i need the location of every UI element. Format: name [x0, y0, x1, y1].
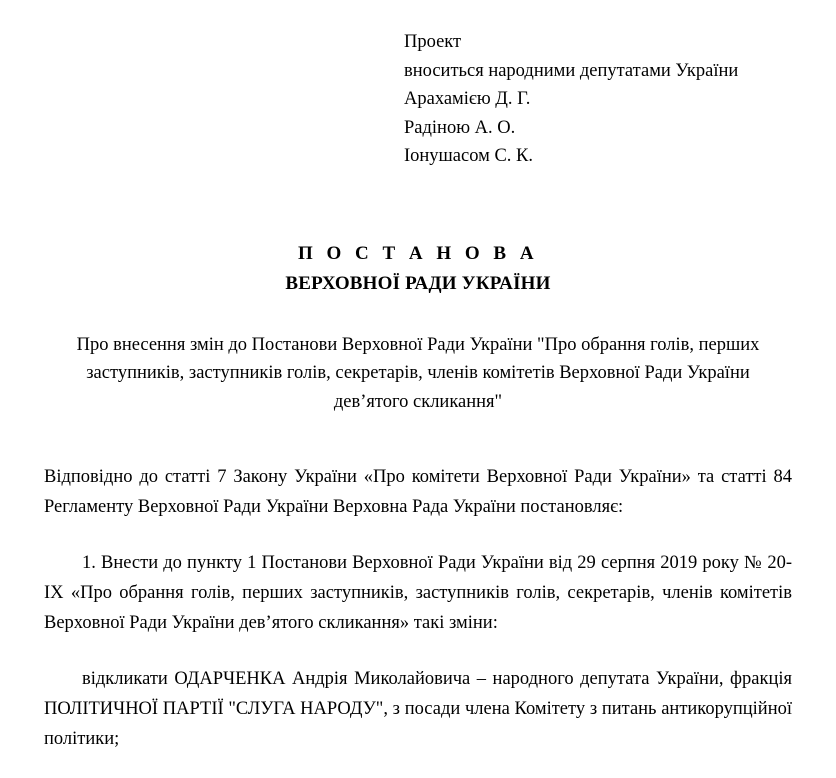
header-line-author-2: Радіною А. О.: [404, 117, 516, 138]
document-header: [404, 28, 792, 171]
title-resolution-word: П О С Т А Н О В А: [297, 242, 539, 264]
header-line-project: Проект: [404, 32, 462, 52]
document-page: [0, 28, 836, 778]
header-line-author-1: Арахамією Д. Г.: [404, 89, 531, 109]
document-subject: Про внесення змін до Постанови Верховної Ради України "Про обрання голів, перших заступників, заступників голів, секретарів, членів комітетів Верховної Ради України дев’ятого скликання": [76, 334, 760, 412]
title-authority: ВЕРХОВНОЇ РАДИ УКРАЇНИ: [285, 272, 551, 294]
body-paragraph-recall: відкликати ОДАРЧЕНКА Андрія Миколайовича – народного депутата України, фракція ПОЛІТИЧНОЇ ПАРТІЇ "СЛУГА НАРОДУ", з посади члена Комітету з питань антикорупційної політики;: [44, 669, 792, 749]
header-line-submitted-by: вноситься народними депутатами України: [404, 60, 739, 81]
document-title: [44, 239, 792, 299]
header-line-author-3: Іонушасом С. К.: [404, 146, 534, 166]
body-paragraph-item-1: 1. Внести до пункту 1 Постанови Верховної Ради України від 29 серпня 2019 року № 20-IX «Про обрання голів, перших заступників, заступників голів, секретарів, членів комітетів Верховної Ради України дев’ятого скликання» такі зміни:: [44, 553, 792, 633]
body-paragraph-preamble: Відповідно до статті 7 Закону України «Про комітети Верховної Ради України» та статті 84 Регламенту Верховної Ради України Верховна Рада України постановляє:: [44, 467, 792, 517]
document-body: [44, 462, 792, 754]
